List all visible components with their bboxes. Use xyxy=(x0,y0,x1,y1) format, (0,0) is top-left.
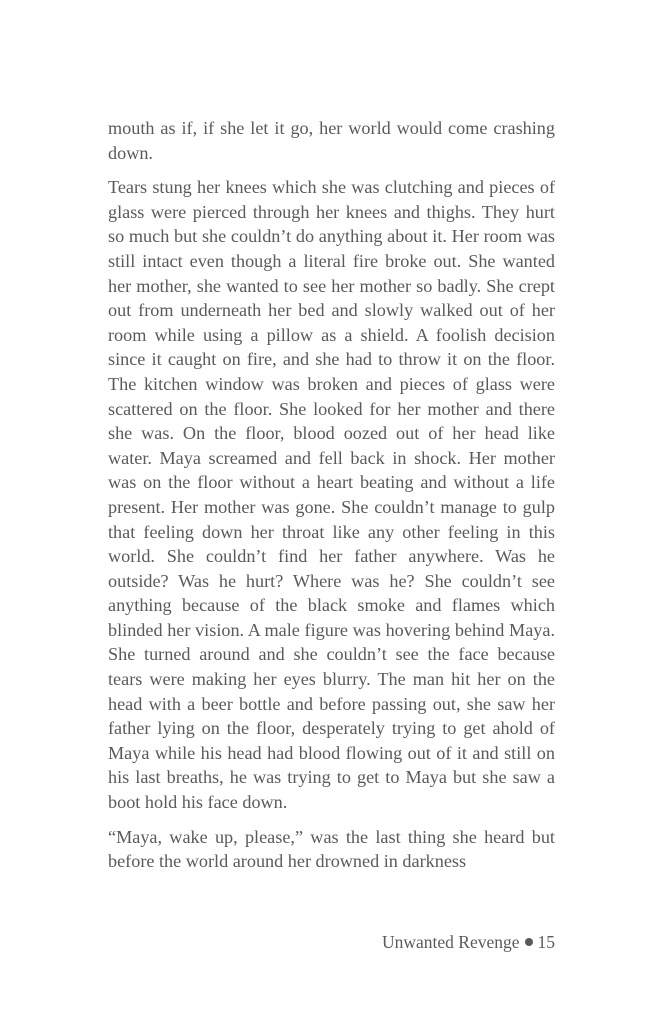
paragraph-dialogue: “Maya, wake up, please,” was the last thing she heard but before the world around her drowned in darkness xyxy=(108,826,555,872)
paragraph-continuation: mouth as if, if she let it go, her world would come crashing down. xyxy=(108,118,555,163)
page-number: 15 xyxy=(537,932,555,952)
running-footer xyxy=(108,932,555,953)
paragraph-main: Tears stung her knees which she was clutching and pieces of glass were pierced through her knees and thighs. They hurt so much but she couldn’t do anything about it. Her room was still intact even though a literal fire broke out. She wanted her mother, she wanted to see her mother so badly. She crept out from underneath her bed and slowly walked out of her room while using a pillow as a shield. A foolish decision since it caught on fire, and she had to throw it on the floor. The kitchen window was broken and pieces of glass were scattered on the floor. She looked for her mother and there she was. On the floor, blood oozed out of her head like water. Maya screamed and fell back in shock. Her mother was on the floor without a heart beating and without a life present. Her mother was gone. She couldn’t manage to gulp that feeling down her throat like any other feeling in this world. She couldn’t find her father anywhere. Was he outside? Was he hurt? Where was he? She couldn’t see anything because of the black smoke and flames which blinded her vision. A male figure was hovering behind Maya. She turned around and she couldn’t see the face because tears were making her eyes blurry. The man hit her on the head with a beer bottle and before passing out, she saw her father lying on the floor, desperately trying to get ahold of Maya while his head had blood flowing out of it and still on his last breaths, he was trying to get to Maya but she saw a boot hold his face down. xyxy=(108,177,555,813)
body-text xyxy=(108,116,555,884)
book-title: Unwanted Revenge xyxy=(381,932,520,952)
bullet-separator-icon xyxy=(525,938,533,946)
